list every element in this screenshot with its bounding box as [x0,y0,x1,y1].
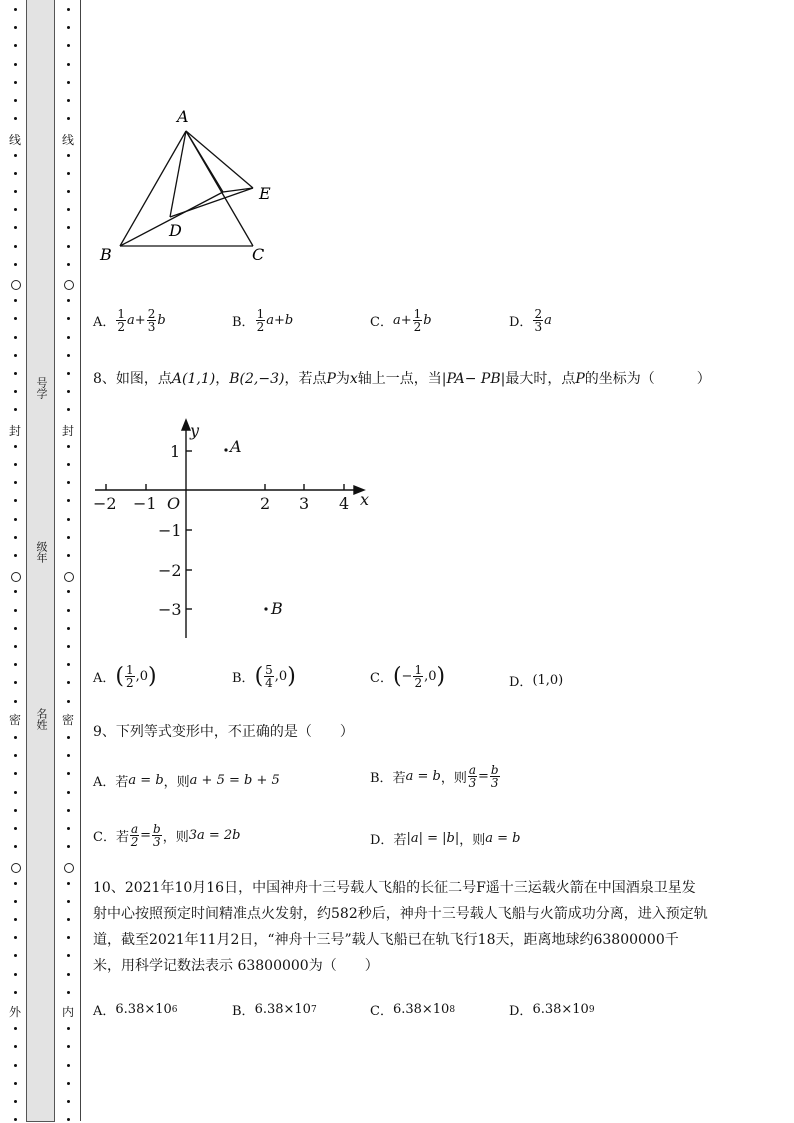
margin-dot [14,736,17,739]
margin-label-class: 级年 [35,541,48,563]
margin-circle [64,863,74,873]
margin-dot [14,754,17,757]
margin-dot [67,609,70,612]
margin-dot [67,463,70,466]
margin-dot [14,299,17,302]
margin-char: 密 [8,713,21,727]
q8-option-c[interactable]: C． ( − $\frac{1}{2}$ ,0 ) [370,663,446,690]
q7-option-d[interactable]: D． $\frac{2}{3}$ a [509,307,552,334]
margin-dot [14,554,17,557]
margin-dot [67,299,70,302]
vertex-label-d: D [169,221,182,240]
margin-dot [67,1045,70,1048]
y-tick-neg3: −3 [158,600,182,619]
margin-dot [67,81,70,84]
point-b-label: B [271,599,283,618]
y-axis-label: y [190,421,200,440]
margin-char: 封 [61,424,74,438]
q9-option-d[interactable]: D． 若 |a| = |b| ，则 a = b [370,831,521,848]
margin-dot [67,536,70,539]
margin-dot [67,372,70,375]
q10-line-3: 道，截至2021年11月2日，“神舟十三号”载人飞船已在轨飞行18天，距离地球约63800000千 [93,932,679,948]
margin-dot [67,991,70,994]
margin-dot [67,499,70,502]
margin-char: 封 [8,424,21,438]
margin-dot [14,900,17,903]
margin-dot [14,44,17,47]
margin-dot [67,354,70,357]
q9-option-b[interactable]: B． 若 a = b ，则 $\frac{a}{3}$ = $\frac{b}{3}$ [370,763,499,790]
margin-label-name: 名姓 [35,708,48,730]
margin-dot [67,1118,70,1121]
margin-dot [67,791,70,794]
margin-dot [67,208,70,211]
margin-dot [67,827,70,830]
y-tick-neg2: −2 [158,561,182,580]
margin-dot [14,791,17,794]
margin-dot [14,936,17,939]
margin-dot [14,1082,17,1085]
margin-dot [14,954,17,957]
margin-dot [14,663,17,666]
margin-dot [14,8,17,11]
q10-option-a[interactable]: A． 6.38×10 6 [93,1002,178,1019]
margin-dot [14,208,17,211]
margin-dot [14,154,17,157]
margin-dot [67,554,70,557]
margin-dot [14,117,17,120]
margin-dot [14,263,17,266]
margin-dot [14,499,17,502]
margin-circle [64,280,74,290]
margin-dot [67,736,70,739]
margin-circle [11,863,21,873]
vertex-label-b: B [100,245,112,264]
margin-dot [67,845,70,848]
margin-dot [14,1118,17,1121]
q10-line-4: 米，用科学记数法表示 63800000为（ ） [93,958,379,974]
margin-dot [14,463,17,466]
margin-dot [67,973,70,976]
y-tick-1: 1 [170,442,181,461]
margin-dot [14,991,17,994]
margin-dot [67,754,70,757]
margin-dot [14,1064,17,1067]
margin-dot [14,918,17,921]
margin-dot [14,1100,17,1103]
margin-dot [14,317,17,320]
margin-dot [14,681,17,684]
margin-dot [67,627,70,630]
margin-dot [14,882,17,885]
margin-dot [14,63,17,66]
margin-dot [67,645,70,648]
margin-dot [14,700,17,703]
margin-dot [67,1064,70,1067]
margin-dot [14,226,17,229]
margin-dot [67,936,70,939]
margin-dot [14,445,17,448]
margin-circle [11,572,21,582]
margin-dot [14,845,17,848]
margin-dot [14,1045,17,1048]
x-tick-4: 4 [339,494,350,513]
q10-option-b[interactable]: B． 6.38×10 7 [232,1002,317,1019]
q8-stem: 8、如图，点A(1,1)，B(2,−3)，若点P为x轴上一点，当|PA− PB|最大时，点P的坐标为（ ） [93,371,711,387]
vertex-label-e: E [259,184,271,203]
margin-dot [67,445,70,448]
margin-dot [67,317,70,320]
q8-option-d[interactable]: D． (1,0) [509,673,564,690]
margin-dot [14,190,17,193]
margin-dot [67,900,70,903]
outer-dot-column [8,0,21,1123]
margin-dot [67,263,70,266]
binding-line [80,0,81,1121]
margin-char: 密 [61,713,74,727]
margin-dot [14,536,17,539]
margin-dot [67,8,70,11]
margin-dot [67,408,70,411]
triangle-figure [95,100,295,270]
point-a [224,448,227,451]
margin-dot [14,408,17,411]
q9-option-c[interactable]: C． 若 $\frac{a}{2}$ = $\frac{b}{3}$ ，则 3a = 2b [93,822,241,849]
margin-dot [14,390,17,393]
margin-dot [14,973,17,976]
margin-dot [67,954,70,957]
margin-dot [67,809,70,812]
margin-dot [67,172,70,175]
q8-option-a[interactable]: A． ( $\frac{1}{2}$ ,0 ) [93,663,157,690]
margin-dot [67,245,70,248]
margin-dot [14,336,17,339]
origin-label: O [167,494,181,513]
margin-dot [67,681,70,684]
margin-dot [67,154,70,157]
q8-option-b[interactable]: B． ( $\frac{5}{4}$ ,0 ) [232,663,296,690]
margin-dot [14,372,17,375]
margin-dot [14,518,17,521]
margin-char: 内 [61,1005,74,1019]
margin-dot [14,81,17,84]
q10-line-1: 10、2021年10月16日，中国神舟十三号载人飞船的长征二号F遥十三运载火箭在中国酒泉卫星发 [93,880,696,896]
margin-dot [14,26,17,29]
y-tick-neg1: −1 [158,521,182,540]
x-axis-label: x [360,490,370,509]
q10-option-c[interactable]: C． 6.38×10 8 [370,1002,456,1019]
margin-dot [67,26,70,29]
q10-line-2: 射中心按照预定时间精准点火发射，约582秒后，神舟十三号载人飞船与火箭成功分离，进入预定轨 [93,906,708,922]
margin-dot [14,590,17,593]
x-tick-neg1: −1 [133,494,157,513]
margin-dot [14,172,17,175]
margin-dot [67,700,70,703]
margin-dot [67,117,70,120]
margin-dot [14,354,17,357]
x-tick-neg2: −2 [93,494,117,513]
margin-dot [67,190,70,193]
margin-dot [14,627,17,630]
margin-circle [11,280,21,290]
margin-dot [67,63,70,66]
margin-circle [64,572,74,582]
margin-dot [14,645,17,648]
margin-char: 线 [61,133,74,147]
vertex-label-a: A [177,107,189,126]
margin-dot [67,99,70,102]
point-b [264,607,267,610]
margin-dot [67,590,70,593]
margin-dot [14,481,17,484]
margin-char: 线 [8,133,21,147]
margin-char: 外 [8,1005,21,1019]
margin-dot [67,772,70,775]
margin-dot [14,772,17,775]
q7-option-a[interactable]: A． $\frac{1}{2}$ a+ $\frac{2}{3}$ b [93,307,166,334]
margin-dot [14,99,17,102]
x-tick-3: 3 [299,494,310,513]
x-tick-2: 2 [260,494,271,513]
margin-label-student-id: 号学 [35,377,48,399]
inner-dot-column [61,0,74,1123]
margin-dot [14,809,17,812]
margin-dot [14,245,17,248]
margin-dot [67,1027,70,1030]
margin-dot [67,390,70,393]
q7-option-c[interactable]: C． a+ $\frac{1}{2}$ b [370,307,432,334]
vertex-label-c: C [252,245,265,264]
q9-option-a[interactable]: A． 若 a = b ，则 a + 5 = b + 5 [93,773,280,790]
margin-dot [67,518,70,521]
q7-option-b[interactable]: B． $\frac{1}{2}$ a+b [232,307,294,334]
margin-dot [67,1100,70,1103]
margin-dot [67,882,70,885]
q9-stem: 9、下列等式变形中，不正确的是（ ） [93,724,354,740]
margin-dot [67,1082,70,1085]
q10-option-d[interactable]: D． 6.38×10 9 [509,1002,595,1019]
margin-dot [67,44,70,47]
margin-dot [67,481,70,484]
margin-dot [67,918,70,921]
margin-dot [14,1027,17,1030]
margin-dot [67,663,70,666]
margin-dot [67,336,70,339]
margin-dot [67,226,70,229]
point-a-label: A [230,437,242,456]
margin-dot [14,609,17,612]
coordinate-graph [88,418,378,646]
margin-dot [14,827,17,830]
